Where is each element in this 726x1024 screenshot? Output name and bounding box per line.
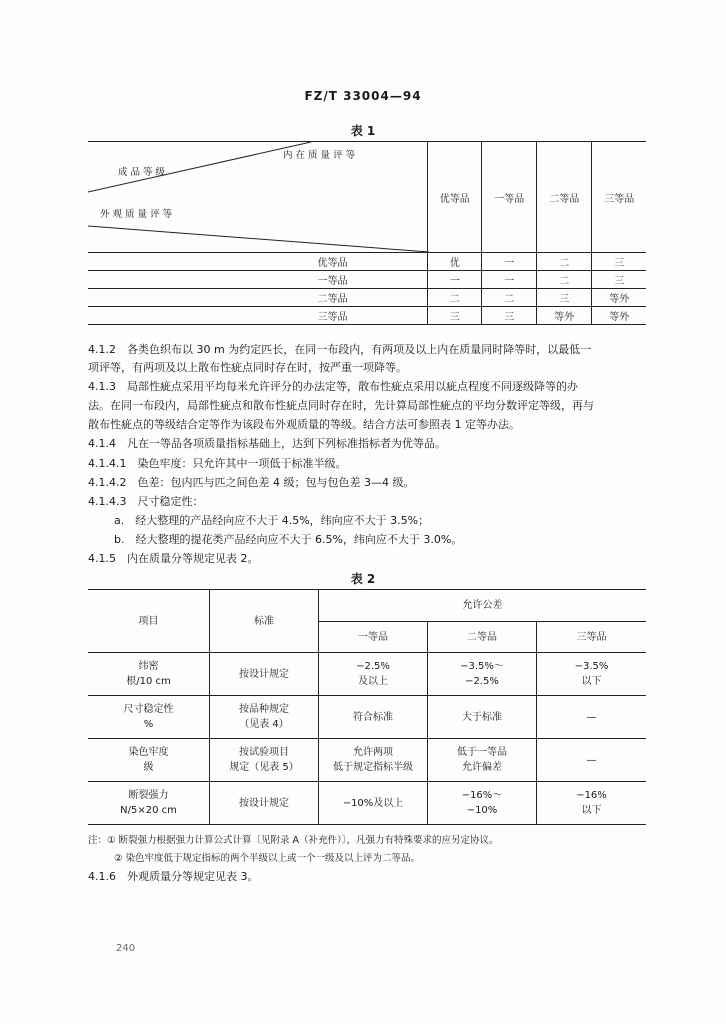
std-cell: 按设计规定 [210,782,319,825]
row-label: 优等品 [88,253,427,271]
table-row [88,253,646,271]
table2-internal-quality [88,589,646,825]
table-cell: 一 [427,271,482,289]
standard-header: FZ/T 33004—94 [304,89,422,103]
table-row [88,271,646,289]
table-row [88,739,646,782]
table-cell: 二 [536,253,591,271]
col-header: 三等品 [592,142,646,253]
col-header: 一等品 [482,142,537,253]
table-cell: 三 [482,307,537,325]
grade3-cell: — [537,696,647,739]
grade3-cell: — [537,739,647,782]
para-item-a: a. 经大整理的产品经向应不大于 4.5%，纬向应不大于 3.5%； [114,514,430,527]
table-cell: 三 [592,271,646,289]
grade2-cell: −3.5%～ −2.5% [428,653,537,696]
table-cell: 等外 [592,289,646,307]
para-4-1-5: 4.1.5 内在质量分等规定见表 2。 [88,552,259,565]
table-cell: 二 [536,271,591,289]
std-cell: 按设计规定 [210,653,319,696]
grade3-cell: −16% 以下 [537,782,647,825]
col-header-tolerance: 允许公差 [319,590,647,622]
note-1: 注：① 断裂强力根据强力计算公式计算〔见附录 A（补充件）〕，凡强力有特殊要求的应另定协议。 [88,835,499,846]
para-4-1-4-2: 4.1.4.2 色差：包内匹与匹之间色差 4 级；包与包色差 3—4 级。 [88,476,415,489]
diagonal-lines [88,142,429,252]
para-4-1-4-1: 4.1.4.1 染色牢度：只允许其中一项低于标准半级。 [88,457,347,470]
table1-caption: 表 1 [350,124,376,138]
diag-label-product: 成 品 等 级 [118,167,166,178]
table1-diagonal-header [88,142,427,253]
grade2-cell: 低于一等品 允许偏差 [428,739,537,782]
col-header-grade: 二等品 [428,622,537,653]
table-cell: 三 [427,307,482,325]
grade1-cell: 符合标准 [319,696,428,739]
note-2: ② 染色牢度低于规定指标的两个半级以上或一个一级及以上评为二等品。 [114,853,421,864]
item-cell: 染色牢度 级 [88,739,210,782]
std-cell: 按试验项目 规定（见表 5） [210,739,319,782]
para-4-1-2: 4.1.2 各类色织布以 30 m 为约定匹长，在同一布段内，有两项及以上内在质量同时降等时，以最低一 [88,343,592,356]
table-cell: 等外 [592,307,646,325]
page-number: 240 [116,943,136,954]
para-item-b: b. 经大整理的提花类产品经向应不大于 6.5%，纬向应不大于 3.0%。 [114,533,463,546]
table-row [88,782,646,825]
table-cell: 优 [427,253,482,271]
table2-caption: 表 2 [350,572,376,586]
para-4-1-2-cont: 项评等，有两项及以上散布性疵点同时存在时，按严重一项降等。 [88,361,407,374]
item-cell: 断裂强力 N/5×20 cm [88,782,210,825]
grade1-cell: −10%及以上 [319,782,428,825]
table-cell: 二 [482,289,537,307]
table-row [88,289,646,307]
table-cell: 一 [482,253,537,271]
table-cell: 三 [536,289,591,307]
grade3-cell: −3.5% 以下 [537,653,647,696]
para-4-1-3-cont1: 法。在同一布段内，局部性疵点和散布性疵点同时存在时，先计算局部性疵点的平均分数评定等级，再与 [88,399,594,412]
row-label: 二等品 [88,289,427,307]
table-row [88,307,646,325]
para-4-1-3: 4.1.3 局部性疵点采用平均每米允许评分的办法定等，散布性疵点采用以疵点程度不同逐级降等的办 [88,380,578,393]
std-cell: 按品种规定 （见表 4） [210,696,319,739]
table-row [88,696,646,739]
row-label: 三等品 [88,307,427,325]
table-row [88,653,646,696]
table-cell: 等外 [536,307,591,325]
grade2-cell: 大于标准 [428,696,537,739]
grade1-cell: 允许两项 低于规定指标半级 [319,739,428,782]
diag-label-appearance: 外 观 质 量 评 等 [100,209,173,220]
col-header-standard: 标准 [210,590,319,653]
col-header: 二等品 [536,142,591,253]
para-4-1-6: 4.1.6 外观质量分等规定见表 3。 [88,870,259,883]
diag-label-internal: 内 在 质 量 评 等 [283,150,356,161]
col-header: 优等品 [427,142,482,253]
grade1-cell: −2.5% 及以上 [319,653,428,696]
table-cell: 二 [427,289,482,307]
col-header-grade: 三等品 [537,622,647,653]
table1-grade-matrix [88,141,646,325]
col-header-grade: 一等品 [319,622,428,653]
table-cell: 一 [482,271,537,289]
para-4-1-4-3: 4.1.4.3 尺寸稳定性： [88,495,204,508]
item-cell: 尺寸稳定性 % [88,696,210,739]
row-label: 一等品 [88,271,427,289]
item-cell: 纬密 根/10 cm [88,653,210,696]
table-cell: 三 [592,253,646,271]
col-header-item: 项目 [88,590,210,653]
grade2-cell: −16%～ −10% [428,782,537,825]
para-4-1-3-cont2: 散布性疵点的等级结合定等作为该段布外观质量的等级。结合方法可参照表 1 定等办法。 [88,418,520,431]
para-4-1-4: 4.1.4 凡在一等品各项质量指标基础上，达到下列标准指标者为优等品。 [88,437,446,450]
